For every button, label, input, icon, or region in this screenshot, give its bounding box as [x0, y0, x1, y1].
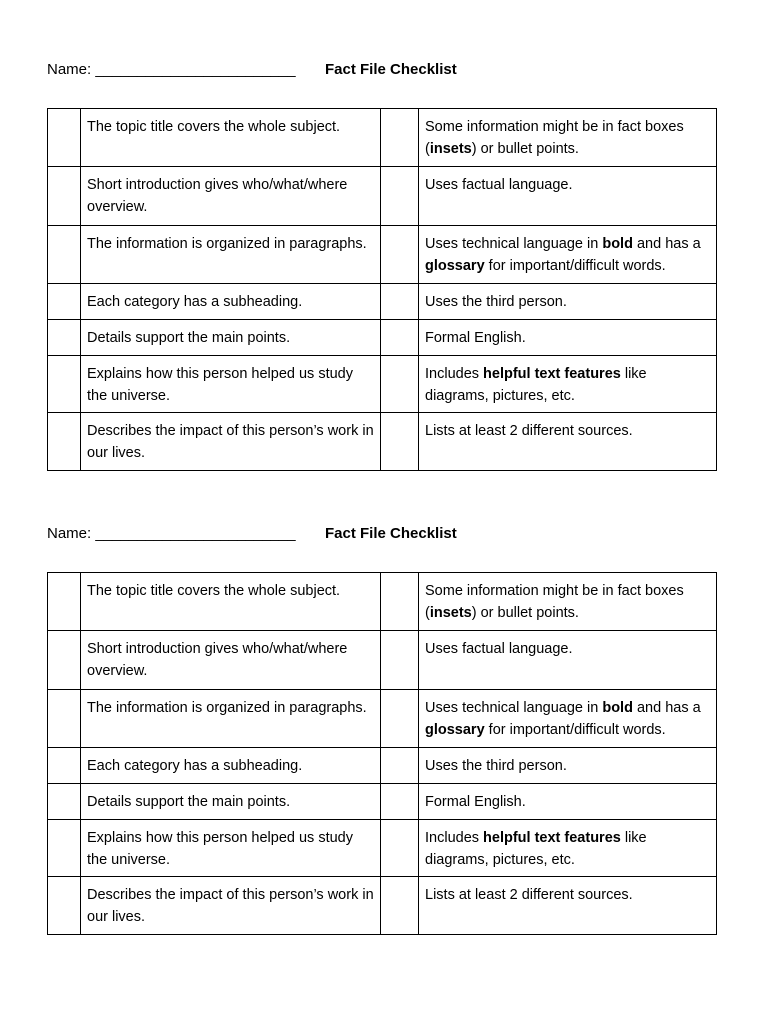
table-row — [48, 320, 717, 356]
criterion-text: The topic title covers the whole subject. — [81, 109, 381, 167]
checkbox-cell[interactable] — [48, 820, 81, 877]
table-row — [48, 820, 717, 877]
checkbox-cell[interactable] — [381, 109, 419, 167]
checkbox-cell[interactable] — [48, 284, 81, 320]
criterion-text: Describes the impact of this person’s work in our lives. — [81, 877, 381, 935]
checkbox-cell[interactable] — [381, 167, 419, 226]
criterion-text: Lists at least 2 different sources. — [419, 413, 717, 471]
criterion-text: Details support the main points. — [81, 784, 381, 820]
criterion-text: Formal English. — [419, 320, 717, 356]
criterion-text: Uses technical language in bold and has a glossary for important/difficult words. — [419, 226, 717, 284]
criterion-text: The information is organized in paragraphs. — [81, 226, 381, 284]
sheet-header — [47, 525, 716, 549]
criterion-text: Explains how this person helped us study the universe. — [81, 356, 381, 413]
table-row — [48, 167, 717, 226]
checkbox-cell[interactable] — [48, 413, 81, 471]
checkbox-cell[interactable] — [48, 356, 81, 413]
criterion-text: Uses the third person. — [419, 284, 717, 320]
checkbox-cell[interactable] — [48, 748, 81, 784]
checklist-sheet-2 — [47, 525, 716, 925]
criterion-text: Details support the main points. — [81, 320, 381, 356]
criterion-text: The information is organized in paragraphs. — [81, 690, 381, 748]
checkbox-cell[interactable] — [381, 413, 419, 471]
table-row — [48, 226, 717, 284]
criterion-text: Some information might be in fact boxes (insets) or bullet points. — [419, 573, 717, 631]
checkbox-cell[interactable] — [48, 877, 81, 935]
criterion-text: Uses technical language in bold and has a glossary for important/difficult words. — [419, 690, 717, 748]
checkbox-cell[interactable] — [381, 690, 419, 748]
checklist-sheet-1 — [47, 61, 716, 461]
criterion-text: Some information might be in fact boxes (insets) or bullet points. — [419, 109, 717, 167]
name-field[interactable]: Name: ________________________ — [47, 61, 296, 78]
checkbox-cell[interactable] — [48, 226, 81, 284]
checkbox-cell[interactable] — [381, 573, 419, 631]
criterion-text: Uses factual language. — [419, 631, 717, 690]
checkbox-cell[interactable] — [48, 320, 81, 356]
checkbox-cell[interactable] — [381, 820, 419, 877]
table-row — [48, 284, 717, 320]
table-row — [48, 877, 717, 935]
table-row — [48, 356, 717, 413]
table-row — [48, 784, 717, 820]
checkbox-cell[interactable] — [48, 573, 81, 631]
checkbox-cell[interactable] — [48, 784, 81, 820]
checkbox-cell[interactable] — [48, 690, 81, 748]
checkbox-cell[interactable] — [381, 784, 419, 820]
criterion-text: Each category has a subheading. — [81, 748, 381, 784]
name-field[interactable]: Name: ________________________ — [47, 525, 296, 542]
table-row — [48, 413, 717, 471]
checkbox-cell[interactable] — [48, 109, 81, 167]
sheet-title: Fact File Checklist — [325, 61, 457, 78]
criterion-text: Includes helpful text features like diagrams, pictures, etc. — [419, 356, 717, 413]
table-row — [48, 631, 717, 690]
criterion-text: Short introduction gives who/what/where overview. — [81, 167, 381, 226]
checkbox-cell[interactable] — [381, 226, 419, 284]
checklist-table — [47, 108, 717, 471]
criterion-text: Describes the impact of this person’s work in our lives. — [81, 413, 381, 471]
checkbox-cell[interactable] — [381, 631, 419, 690]
sheet-header — [47, 61, 716, 85]
table-row — [48, 748, 717, 784]
criterion-text: Uses factual language. — [419, 167, 717, 226]
criterion-text: Short introduction gives who/what/where overview. — [81, 631, 381, 690]
table-row — [48, 573, 717, 631]
checkbox-cell[interactable] — [381, 877, 419, 935]
criterion-text: The topic title covers the whole subject. — [81, 573, 381, 631]
criterion-text: Each category has a subheading. — [81, 284, 381, 320]
checklist-table — [47, 572, 717, 935]
checkbox-cell[interactable] — [381, 356, 419, 413]
criterion-text: Includes helpful text features like diagrams, pictures, etc. — [419, 820, 717, 877]
checkbox-cell[interactable] — [381, 748, 419, 784]
criterion-text: Uses the third person. — [419, 748, 717, 784]
criterion-text: Lists at least 2 different sources. — [419, 877, 717, 935]
table-row — [48, 690, 717, 748]
checkbox-cell[interactable] — [381, 284, 419, 320]
checkbox-cell[interactable] — [48, 631, 81, 690]
criterion-text: Formal English. — [419, 784, 717, 820]
criterion-text: Explains how this person helped us study the universe. — [81, 820, 381, 877]
table-row — [48, 109, 717, 167]
checkbox-cell[interactable] — [381, 320, 419, 356]
sheet-title: Fact File Checklist — [325, 525, 457, 542]
checkbox-cell[interactable] — [48, 167, 81, 226]
